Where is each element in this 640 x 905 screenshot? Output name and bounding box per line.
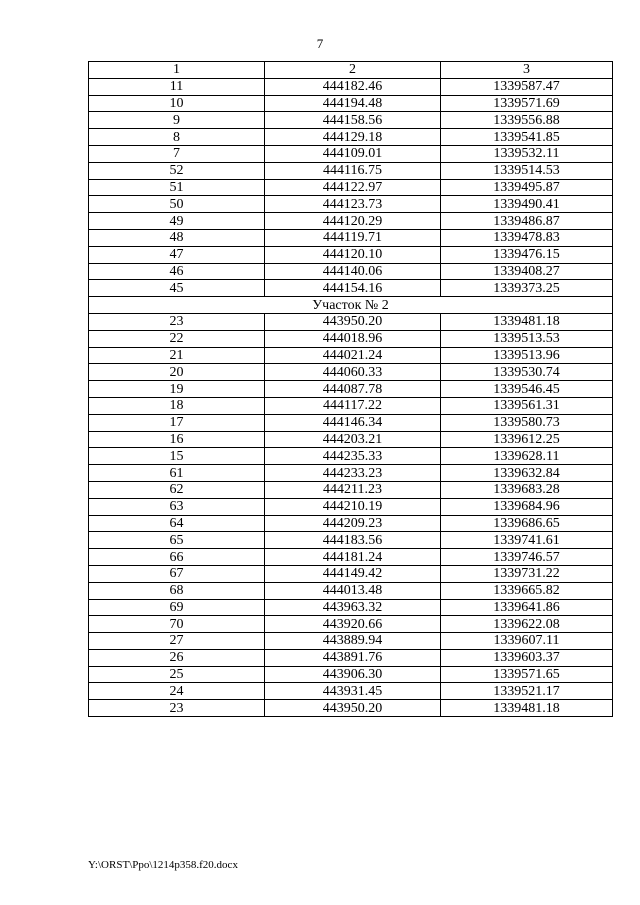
y-coordinate-cell: 1339530.74 [441, 364, 613, 381]
y-coordinate-cell: 1339373.25 [441, 280, 613, 297]
x-coordinate-cell: 444018.96 [265, 330, 441, 347]
y-coordinate-cell: 1339513.96 [441, 347, 613, 364]
y-coordinate-cell: 1339746.57 [441, 549, 613, 566]
x-coordinate-cell: 444158.56 [265, 112, 441, 129]
point-number-cell: 21 [89, 347, 265, 364]
table-row [89, 683, 613, 700]
x-coordinate-cell: 444129.18 [265, 129, 441, 146]
x-coordinate-cell: 444013.48 [265, 582, 441, 599]
file-path-footer: Y:\ORST\Ppo\1214p358.f20.docx [88, 859, 238, 871]
point-number-cell: 70 [89, 616, 265, 633]
point-number-cell: 68 [89, 582, 265, 599]
point-number-cell: 62 [89, 481, 265, 498]
section-row [89, 297, 613, 314]
point-number-cell: 51 [89, 179, 265, 196]
table-row [89, 364, 613, 381]
table-body-group-1 [89, 78, 613, 296]
y-coordinate-cell: 1339481.18 [441, 313, 613, 330]
x-coordinate-cell: 443891.76 [265, 649, 441, 666]
point-number-cell: 45 [89, 280, 265, 297]
point-number-cell: 66 [89, 549, 265, 566]
table-row [89, 565, 613, 582]
column-header-3: 3 [441, 62, 613, 79]
y-coordinate-cell: 1339741.61 [441, 532, 613, 549]
table-row [89, 465, 613, 482]
point-number-cell: 9 [89, 112, 265, 129]
x-coordinate-cell: 444120.29 [265, 213, 441, 230]
x-coordinate-cell: 444021.24 [265, 347, 441, 364]
table-row [89, 649, 613, 666]
table-row [89, 582, 613, 599]
x-coordinate-cell: 444154.16 [265, 280, 441, 297]
point-number-cell: 23 [89, 700, 265, 717]
x-coordinate-cell: 444060.33 [265, 364, 441, 381]
x-coordinate-cell: 444123.73 [265, 196, 441, 213]
y-coordinate-cell: 1339514.53 [441, 162, 613, 179]
section-heading [89, 297, 613, 314]
table-row [89, 229, 613, 246]
x-coordinate-cell: 444194.48 [265, 95, 441, 112]
point-number-cell: 16 [89, 431, 265, 448]
point-number-cell: 15 [89, 448, 265, 465]
y-coordinate-cell: 1339571.69 [441, 95, 613, 112]
point-number-cell: 26 [89, 649, 265, 666]
point-number-cell: 69 [89, 599, 265, 616]
table-row [89, 498, 613, 515]
table-row [89, 481, 613, 498]
y-coordinate-cell: 1339486.87 [441, 213, 613, 230]
y-coordinate-cell: 1339607.11 [441, 633, 613, 650]
point-number-cell: 7 [89, 145, 265, 162]
table-row [89, 431, 613, 448]
table-row [89, 616, 613, 633]
table-row [89, 347, 613, 364]
point-number-cell: 46 [89, 263, 265, 280]
point-number-cell: 22 [89, 330, 265, 347]
y-coordinate-cell: 1339521.17 [441, 683, 613, 700]
x-coordinate-cell: 444087.78 [265, 381, 441, 398]
point-number-cell: 24 [89, 683, 265, 700]
y-coordinate-cell: 1339686.65 [441, 515, 613, 532]
y-coordinate-cell: 1339481.18 [441, 700, 613, 717]
table-row [89, 95, 613, 112]
x-coordinate-cell: 443950.20 [265, 313, 441, 330]
column-header-1: 1 [89, 62, 265, 79]
y-coordinate-cell: 1339561.31 [441, 397, 613, 414]
y-coordinate-cell: 1339632.84 [441, 465, 613, 482]
x-coordinate-cell: 444209.23 [265, 515, 441, 532]
table-row [89, 213, 613, 230]
point-number-cell: 23 [89, 313, 265, 330]
point-number-cell: 65 [89, 532, 265, 549]
page-number: 7 [316, 36, 324, 51]
y-coordinate-cell: 1339587.47 [441, 78, 613, 95]
point-number-cell: 11 [89, 78, 265, 95]
x-coordinate-cell: 444203.21 [265, 431, 441, 448]
y-coordinate-cell: 1339408.27 [441, 263, 613, 280]
table-row [89, 78, 613, 95]
y-coordinate-cell: 1339731.22 [441, 565, 613, 582]
table-row [89, 666, 613, 683]
x-coordinate-cell: 444109.01 [265, 145, 441, 162]
table-row [89, 700, 613, 717]
y-coordinate-cell: 1339628.11 [441, 448, 613, 465]
table-row [89, 633, 613, 650]
y-coordinate-cell: 1339476.15 [441, 246, 613, 263]
y-coordinate-cell: 1339532.11 [441, 145, 613, 162]
y-coordinate-cell: 1339495.87 [441, 179, 613, 196]
table-row [89, 549, 613, 566]
table-row [89, 112, 613, 129]
table-row [89, 280, 613, 297]
coordinates-table [88, 61, 613, 717]
y-coordinate-cell: 1339556.88 [441, 112, 613, 129]
x-coordinate-cell: 444116.75 [265, 162, 441, 179]
table-header [89, 62, 613, 79]
x-coordinate-cell: 444233.23 [265, 465, 441, 482]
point-number-cell: 17 [89, 414, 265, 431]
table-row [89, 599, 613, 616]
y-coordinate-cell: 1339546.45 [441, 381, 613, 398]
y-coordinate-cell: 1339478.83 [441, 229, 613, 246]
x-coordinate-cell: 444122.97 [265, 179, 441, 196]
table-row [89, 330, 613, 347]
table-row [89, 515, 613, 532]
x-coordinate-cell: 444140.06 [265, 263, 441, 280]
point-number-cell: 61 [89, 465, 265, 482]
x-coordinate-cell: 443931.45 [265, 683, 441, 700]
x-coordinate-cell: 444117.22 [265, 397, 441, 414]
y-coordinate-cell: 1339580.73 [441, 414, 613, 431]
x-coordinate-cell: 443889.94 [265, 633, 441, 650]
table-row [89, 414, 613, 431]
point-number-cell: 19 [89, 381, 265, 398]
x-coordinate-cell: 444235.33 [265, 448, 441, 465]
y-coordinate-cell: 1339622.08 [441, 616, 613, 633]
x-coordinate-cell: 443920.66 [265, 616, 441, 633]
y-coordinate-cell: 1339571.65 [441, 666, 613, 683]
table-row [89, 313, 613, 330]
y-coordinate-cell: 1339641.86 [441, 599, 613, 616]
y-coordinate-cell: 1339684.96 [441, 498, 613, 515]
table-row [89, 448, 613, 465]
table-row [89, 162, 613, 179]
point-number-cell: 64 [89, 515, 265, 532]
table-row [89, 532, 613, 549]
table-row [89, 196, 613, 213]
point-number-cell: 27 [89, 633, 265, 650]
table-row [89, 179, 613, 196]
point-number-cell: 8 [89, 129, 265, 146]
x-coordinate-cell: 444211.23 [265, 481, 441, 498]
table-row [89, 246, 613, 263]
y-coordinate-cell: 1339490.41 [441, 196, 613, 213]
x-coordinate-cell: 444210.19 [265, 498, 441, 515]
y-coordinate-cell: 1339603.37 [441, 649, 613, 666]
table-body-group-2 [89, 313, 613, 716]
x-coordinate-cell: 444119.71 [265, 229, 441, 246]
point-number-cell: 25 [89, 666, 265, 683]
point-number-cell: 20 [89, 364, 265, 381]
x-coordinate-cell: 443963.32 [265, 599, 441, 616]
x-coordinate-cell: 444120.10 [265, 246, 441, 263]
point-number-cell: 47 [89, 246, 265, 263]
y-coordinate-cell: 1339665.82 [441, 582, 613, 599]
table-row [89, 397, 613, 414]
table-row [89, 263, 613, 280]
table-row [89, 145, 613, 162]
table-row [89, 381, 613, 398]
header-row [89, 62, 613, 79]
point-number-cell: 63 [89, 498, 265, 515]
section-title: Участок № 2 [89, 297, 613, 314]
x-coordinate-cell: 444183.56 [265, 532, 441, 549]
y-coordinate-cell: 1339513.53 [441, 330, 613, 347]
point-number-cell: 18 [89, 397, 265, 414]
point-number-cell: 52 [89, 162, 265, 179]
y-coordinate-cell: 1339541.85 [441, 129, 613, 146]
y-coordinate-cell: 1339683.28 [441, 481, 613, 498]
column-header-2: 2 [265, 62, 441, 79]
x-coordinate-cell: 443906.30 [265, 666, 441, 683]
x-coordinate-cell: 444149.42 [265, 565, 441, 582]
point-number-cell: 50 [89, 196, 265, 213]
x-coordinate-cell: 444182.46 [265, 78, 441, 95]
table-row [89, 129, 613, 146]
x-coordinate-cell: 443950.20 [265, 700, 441, 717]
point-number-cell: 49 [89, 213, 265, 230]
point-number-cell: 48 [89, 229, 265, 246]
x-coordinate-cell: 444181.24 [265, 549, 441, 566]
y-coordinate-cell: 1339612.25 [441, 431, 613, 448]
x-coordinate-cell: 444146.34 [265, 414, 441, 431]
point-number-cell: 10 [89, 95, 265, 112]
point-number-cell: 67 [89, 565, 265, 582]
